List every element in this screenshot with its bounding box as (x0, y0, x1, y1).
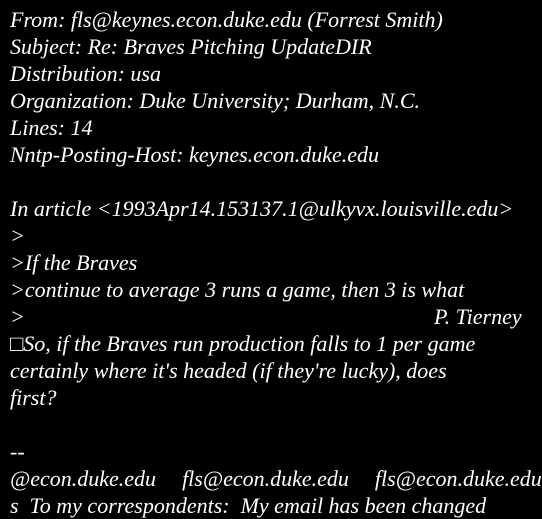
header-nntp-host: Nntp-Posting-Host: keynes.econ.duke.edu (10, 142, 379, 167)
header-organization: Organization: Duke University; Durham, N.C. (10, 88, 421, 113)
header-lines: Lines: 14 (10, 115, 93, 140)
quote-marker-line: > (10, 304, 25, 329)
reply-line-1: □So, if the Braves run production falls to 1 per game (10, 331, 476, 356)
quote-line-2: >continue to average 3 runs a game, then 3 is what (10, 277, 465, 302)
header-subject: Subject: Re: Braves Pitching UpdateDIR (10, 34, 372, 59)
header-distribution: Distribution: usa (10, 61, 161, 86)
reply-line-3: first? (10, 385, 57, 410)
quote-line-1: >If the Braves (10, 250, 138, 275)
quote-blank-line: > (10, 223, 25, 248)
reply-line-2: certainly where it's headed (if they're lucky), does (10, 358, 447, 383)
signature-note: s To my correspondents: My email has been changed (10, 493, 487, 518)
header-from: From: fls@keynes.econ.duke.edu (Forrest Smith) (10, 7, 443, 32)
signature-address-1: @econ.duke.edu (10, 466, 157, 491)
signature-separator: -- (10, 439, 25, 464)
signature-address-2: fls@econ.duke.edu (182, 466, 349, 491)
article-intro: In article <1993Apr14.153137.1@ulkyvx.louisville.edu> (10, 196, 514, 221)
signature-address-3: fls@econ.duke.edu (374, 466, 542, 491)
quote-attribution: P. Tierney (434, 304, 522, 329)
signature-addresses (10, 465, 542, 492)
